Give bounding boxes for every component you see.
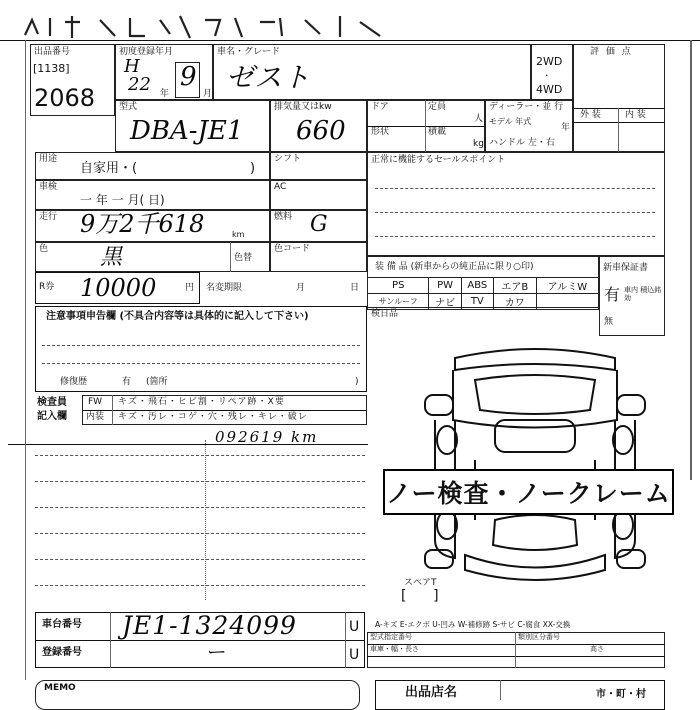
auction-sheet: 出品番号 [1138] 2068 初度登録年月 H 22 年 9 月 車名・グレード ゼスト 2WD · 4WD 評 価 点 外 装 内 装 型式 DBA-JE1 排気量又はkw 660 ドア 定員 人 形状 積載 kg ディーラー・並 行 モデル 年式 年 ハンドル 左・右 用途 自家用・( ) 車検 一 年 一 月( 日) 走行 9万2千618 km 色 黒 色替 シフト AC 燃料 G 色コード 正常に機能するセールスポイント R券 10000 円 名変期限 月 日 注意事項申告欄 (不具合内容等は具体的に記入して下さい) 修復歴 有 (箇所 ) 検査員 記入欄 FW キズ・飛石・ヒビ割・リペア跡・X要 内装 キズ・汚レ・コゲ・穴・残レ・キレ・破レ 092619 km 装 備 品 (新車からの純正品に限り○印) PS PW ABS エアB アルミW サンルーフ ナビ TV カワ 新車保証書 有 車内 積込銘効 無 検日品 ノー検査・ノークレーム スペアT [ ] A-キズ E-エクボ U-凹み W-補修跡 S-サビ C-腐食 XX-交換 車台番号 JE1-1324099 U 登録番号 ー U 型式指定番号 類別区分番号 車庫・幅・長さ 高さ MEMO 出品店名 市・町・村 [0,0,700,700]
memo-box [35,680,360,710]
grade-box [573,44,665,152]
drive-2wd: 2WD [536,55,563,68]
spec-garage: 車庫・幅・長さ [370,645,419,653]
reg-month-unit: 月 [203,89,213,99]
recycle-unit: 円 [185,283,195,293]
inspection-value: 一 年 一 月( 日) [80,193,165,207]
mileage-value: 9万2千618 [80,210,205,238]
recycle-value: 10000 [80,274,157,302]
dealer-label: ディーラー・並 行 [489,102,564,112]
spec-class-no: 類別区分番号 [518,633,560,641]
grade-label: 評 価 点 [590,47,633,57]
checker-label-1: 検査員 [37,397,67,408]
repair-close: ) [355,377,359,387]
usage-box [35,152,270,180]
paint-label: 色替 [234,253,253,263]
name-change-day: 日 [350,283,360,293]
model-label: 車名・グレード [217,47,281,57]
odometer-note: 092619 km [215,428,319,446]
store-label: 出品店名 [405,685,458,700]
spec-height: 高さ [590,645,604,653]
eq-tv: TV [461,294,493,310]
reg-era: H [124,56,140,77]
lot-label: 出品番号 [34,47,71,57]
color-value: 黒 [100,245,123,270]
repair-place: (箇所 [146,377,168,387]
name-change-month: 月 [296,283,306,293]
name-change-label: 名変期限 [206,283,243,293]
top-scribble-strokes [20,10,440,40]
eq-alloy: アルミW [536,278,598,294]
repair-has: 有 [122,377,132,387]
eq-airbag: エアB [493,278,536,294]
chassis-tail: U [349,619,360,635]
eq-empty [536,294,598,310]
lot-sub: [1138] [33,62,70,75]
warranty-have: 有 [604,285,621,304]
mileage-label: 走行 [39,212,58,222]
selling-point-box [367,152,665,256]
other-label: 検日品 [371,309,399,319]
door-label: ドア [371,102,389,112]
handle-label: ハンドル 左・右 [489,138,555,148]
fw-items: キズ・飛石・ヒビ割・リペア跡・X要 [118,397,285,407]
grade-interior: 内 装 [625,110,646,120]
kg-unit: kg [473,139,484,149]
load-label: 積載 [428,127,447,137]
capacity-label: 定員 [428,102,447,112]
store-city: 市・町・村 [596,689,646,700]
lot-number: 2068 [34,84,96,112]
usage-close: ) [250,161,256,176]
eq-abs: ABS [461,278,493,294]
equipment-label: 装 備 品 (新車からの純正品に限り○印) [375,262,534,272]
reg-label: 初度登録年月 [119,47,174,57]
car-diagram [415,340,655,590]
ac-label: AC [274,182,287,192]
registration-tail: U [349,647,360,663]
notes-label: 注意事項申告欄 (不具合内容等は具体的に記入して下さい) [46,311,309,322]
chassis-value: JE1-1324099 [122,611,297,640]
memo-label: MEMO [44,683,76,693]
eq-navi: ナビ [429,294,461,310]
damage-legend: A-キズ E-エクボ U-凹み W-補修跡 S-サビ C-腐食 XX-交換 [375,620,571,629]
grade-exterior: 外 装 [580,110,601,120]
shift-label: シフト [274,154,302,164]
top-border [0,40,700,41]
type-label: 型式 [119,102,138,112]
warranty-none: 無 [604,317,614,327]
fuel-value: G [310,212,328,237]
fw-label: FW [88,397,103,407]
reg-year: 22 [128,74,151,95]
warranty-label: 新車保証書 [603,263,649,273]
model-value: ゼスト [226,61,311,94]
equipment-table [367,277,599,310]
usage-value: 自家用・( [80,161,138,176]
no-inspection-stamp: ノー検査・ノークレーム [383,469,674,515]
recycle-label: R券 [39,282,55,292]
mileage-unit: km [232,230,245,239]
model-year-unit: 年 [561,123,571,133]
displacement-value: 660 [296,116,346,146]
displacement-label: 排気量又はkw [274,102,332,112]
inside-label: 内装 [86,412,105,422]
person-unit: 人 [474,114,484,124]
registration-label: 登録番号 [42,647,82,658]
registration-value: ー [205,640,225,664]
chassis-label: 車台番号 [42,619,82,630]
type-value: DBA-JE1 [130,116,244,146]
warranty-sub: 車内 積込銘効 [624,286,662,303]
color-code-label: 色コード [274,244,311,254]
spare-label: スペアT [404,578,437,588]
color-label: 色 [39,244,49,254]
eq-leather: カワ [493,294,536,310]
selling-point-label: 正常に機能するセールスポイント [371,155,506,165]
spec-type-no: 型式指定番号 [370,633,412,641]
reg-month: 9 [180,62,197,92]
eq-pw: PW [429,278,461,294]
inspection-label: 車検 [39,182,58,192]
model-year-label: モデル 年式 [489,117,532,126]
usage-label: 用途 [39,154,58,164]
inside-items: キズ・汚レ・コゲ・穴・残レ・キレ・破レ [118,412,308,422]
shape-label: 形状 [371,127,390,137]
fuel-label: 燃料 [274,212,293,222]
drive-4wd: 4WD [536,83,563,96]
eq-ps: PS [368,278,429,294]
repair-label: 修復歴 [60,377,88,387]
checker-label-2: 記入欄 [37,411,67,422]
reg-year-unit: 年 [160,89,170,99]
eq-sunroof: サンルーフ [368,294,429,310]
